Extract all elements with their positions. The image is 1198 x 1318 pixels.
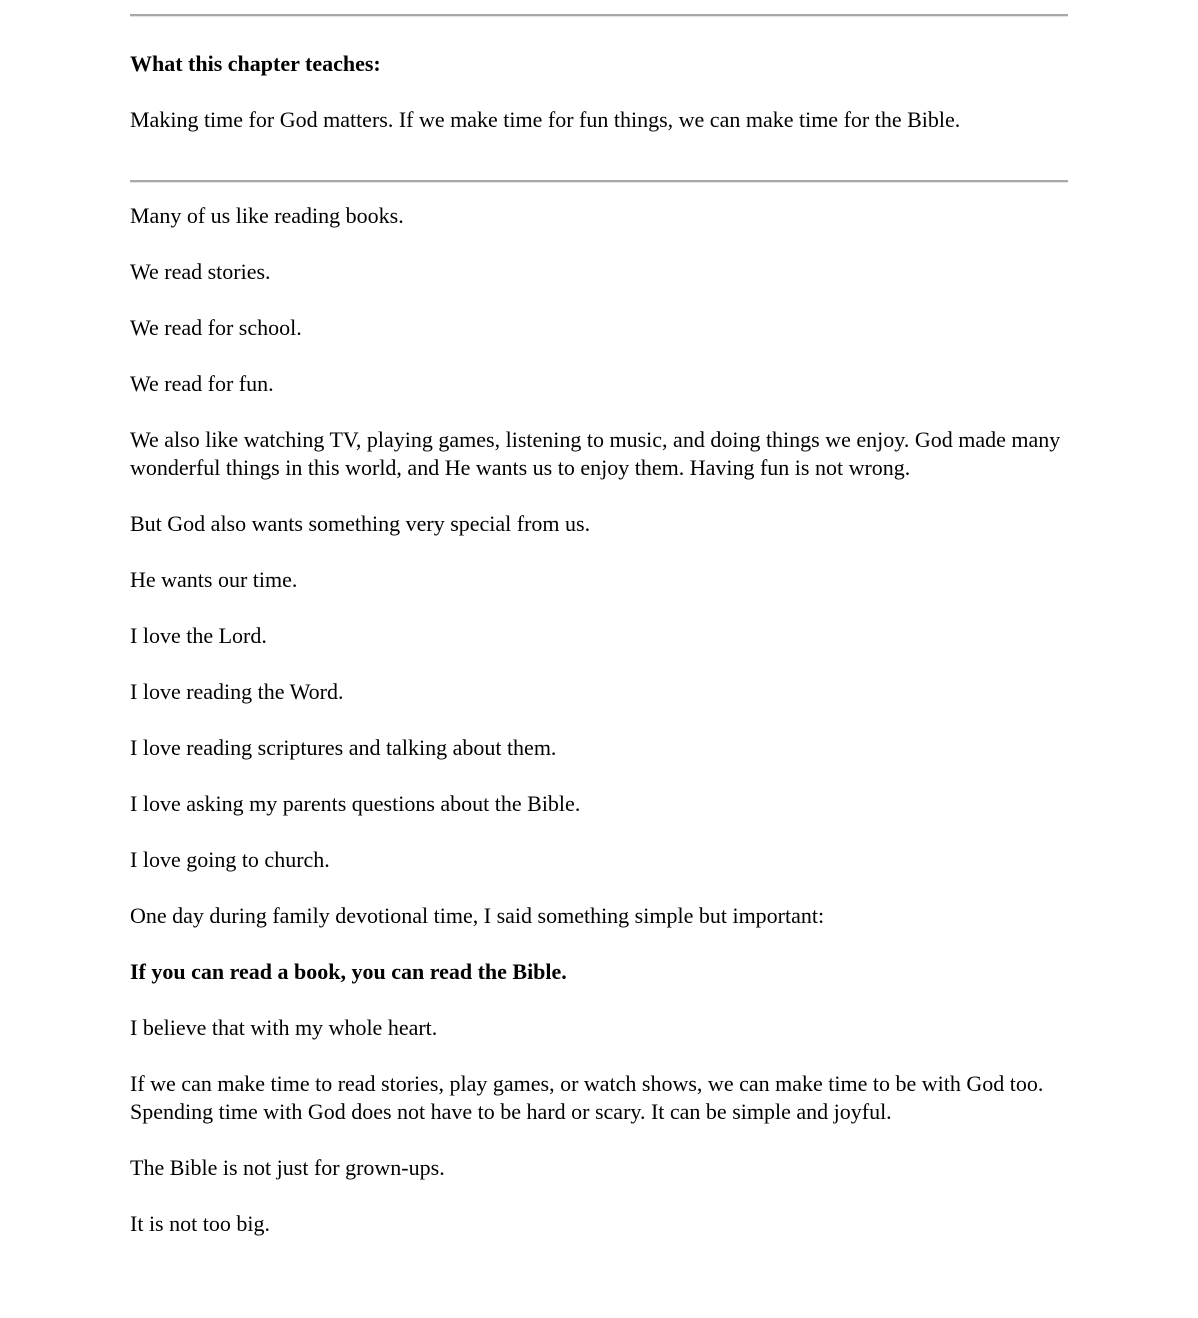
paragraph: I love asking my parents questions about the Bible. xyxy=(130,791,581,816)
key-statement: If you can read a book, you can read the Bible. xyxy=(130,959,567,984)
paragraph: But God also wants something very special from us. xyxy=(130,511,591,536)
paragraph: We also like watching TV, playing games, listening to music, and doing things we enjoy. God made many wonderful things in this world, and He wants us to enjoy them. Having fun is not wrong. xyxy=(130,427,1061,480)
document-page xyxy=(130,0,1068,1266)
paragraph: If we can make time to read stories, play games, or watch shows, we can make time to be with God too. Spending time with God does not have to be hard or scary. It can be simple and joyful. xyxy=(130,1071,1044,1124)
top-divider xyxy=(130,14,1068,17)
paragraph: I love going to church. xyxy=(130,847,330,872)
paragraph: We read for school. xyxy=(130,315,302,340)
paragraph: The Bible is not just for grown-ups. xyxy=(130,1155,445,1180)
paragraph: Many of us like reading books. xyxy=(130,203,404,228)
paragraph: I love reading scriptures and talking about them. xyxy=(130,735,557,760)
paragraph: I love reading the Word. xyxy=(130,679,344,704)
paragraph: One day during family devotional time, I said something simple but important: xyxy=(130,903,825,928)
paragraph: I believe that with my whole heart. xyxy=(130,1015,438,1040)
paragraph: It is not too big. xyxy=(130,1211,270,1236)
summary-heading: What this chapter teaches: xyxy=(130,51,381,76)
summary-text: Making time for God matters. If we make time for fun things, we can make time for the Bible. xyxy=(130,107,961,132)
bottom-divider xyxy=(130,180,1068,183)
paragraph: He wants our time. xyxy=(130,567,298,592)
paragraph: We read for fun. xyxy=(130,371,274,396)
chapter-body xyxy=(130,202,1068,1238)
paragraph: We read stories. xyxy=(130,259,271,284)
paragraph: I love the Lord. xyxy=(130,623,267,648)
